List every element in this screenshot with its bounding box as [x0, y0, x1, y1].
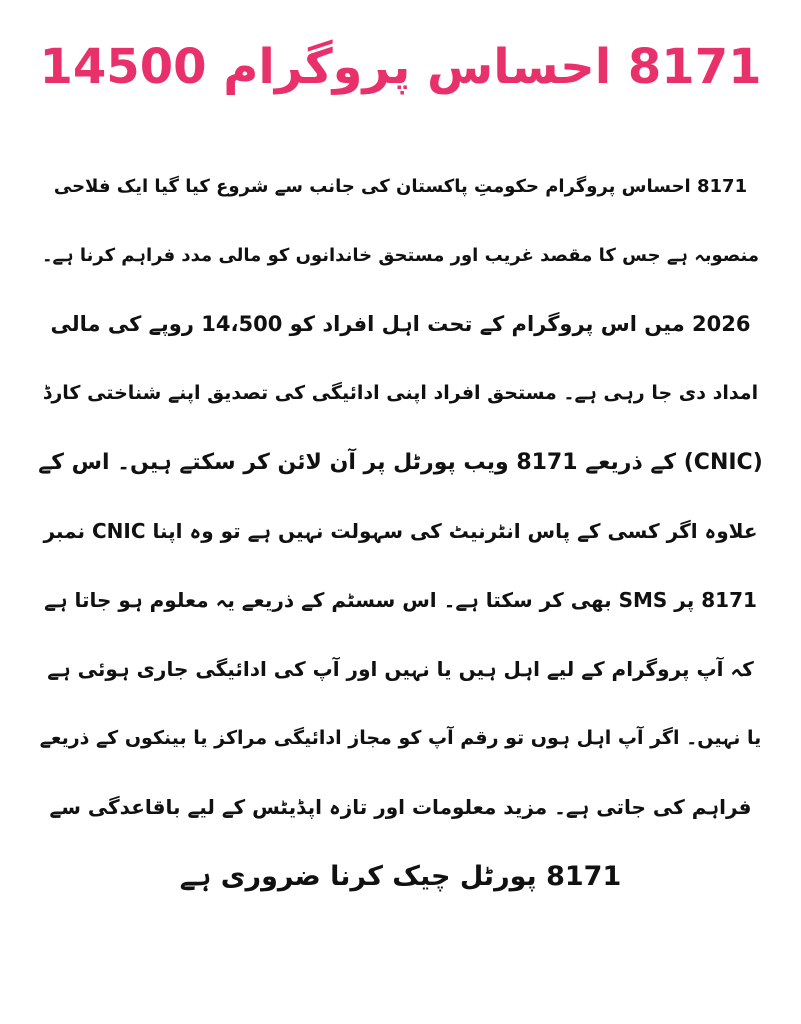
body-line-10: فراہم کی جاتی ہے۔ مزید معلومات اور تازہ اپڈیٹس کے لیے باقاعدگی سے — [49, 795, 752, 819]
body-line-9: یا نہیں۔ اگر آپ اہل ہوں تو رقم آپ کو مجاز ادائیگی مراکز یا بینکوں کے ذریعے — [39, 727, 762, 749]
body-line-3: 2026 میں اس پروگرام کے تحت اہل افراد کو 14،500 روپے کی مالی — [50, 312, 751, 336]
body-line-11: 8171 پورٹل چیک کرنا ضروری ہے — [179, 861, 622, 892]
page-title: 8171 احساس پروگرام 14500 — [39, 39, 762, 95]
body-line-8: کہ آپ پروگرام کے لیے اہل ہیں یا نہیں اور آپ کی ادائیگی جاری ہوئی ہے — [47, 657, 754, 681]
body-line-2: منصوبہ ہے جس کا مقصد غریب اور مستحق خاندانوں کو مالی مدد فراہم کرنا ہے۔ — [41, 245, 760, 266]
body-line-7: 8171 پر SMS بھی کر سکتا ہے۔ اس سسٹم کے ذریعے یہ معلوم ہو جاتا ہے — [44, 588, 757, 612]
body-line-1: 8171 احساس پروگرام حکومتِ پاکستان کی جانب سے شروع کیا گیا ایک فلاحی — [53, 176, 748, 197]
body-line-6: علاوہ اگر کسی کے پاس انٹرنیٹ کی سہولت نہیں ہے تو وہ اپنا CNIC نمبر — [43, 519, 758, 543]
body-line-4: امداد دی جا رہی ہے۔ مستحق افراد اپنی ادائیگی کی تصدیق اپنے شناختی کارڈ — [42, 382, 759, 404]
body-line-5: (CNIC) کے ذریعے 8171 ویب پورٹل پر آن لائن کر سکتے ہیں۔ اس کے — [38, 450, 763, 475]
article-body — [36, 152, 765, 911]
